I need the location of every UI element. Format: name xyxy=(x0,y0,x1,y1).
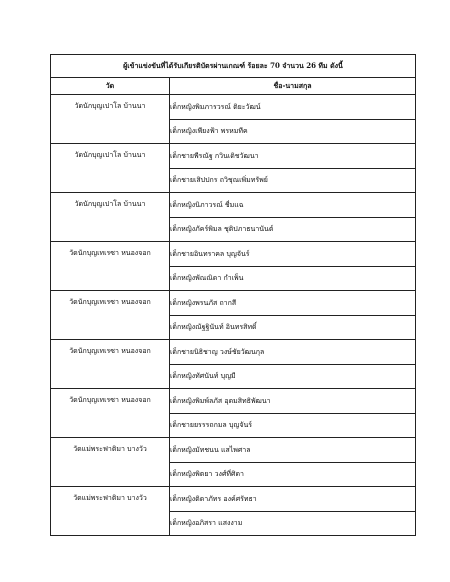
table-title: ผู้เข้าแข่งขันที่ได้รับเกียรติบัตรผ่านเกณฑ์ ร้อยละ 70 จำนวน 26 ทีม ดังนี้ xyxy=(51,55,416,78)
temple-cell: วัดนักบุญเทเรซา หนองจอก xyxy=(51,242,170,291)
name-cell: เด็กหญิงพิมพ์ลภัส อุดมสิทธิพัฒนา xyxy=(170,389,416,414)
header-temple: วัด xyxy=(51,78,170,95)
table-row xyxy=(51,242,416,267)
name-cell: เด็กหญิงพิมภารวรณ์ ติยะวัฒน์ xyxy=(170,95,416,120)
name-cell: เด็กหญิงมัทชนน แสไพศาล xyxy=(170,438,416,463)
participants-table xyxy=(50,54,416,536)
name-cell: เด็กหญิงพรนภัส ถากสี xyxy=(170,291,416,316)
temple-cell: วัดนักบุญเปาโล บ้านนา xyxy=(51,144,170,193)
table-row xyxy=(51,340,416,365)
table-row xyxy=(51,487,416,512)
name-cell: เด็กหญิงพิตยา วงศ์ที่ศิดา xyxy=(170,462,416,487)
name-cell: เด็กหญิงทัศนันท์ บุญมี xyxy=(170,364,416,389)
table-row xyxy=(51,144,416,169)
temple-cell: วัดนักบุญเปาโล บ้านนา xyxy=(51,193,170,242)
name-cell: เด็กหญิงนิภาวรณ์ ชื่มแฉ xyxy=(170,193,416,218)
name-cell: เด็กหญิงอภิสรา แสงงาม xyxy=(170,511,416,536)
temple-cell: วัดนักบุญเทเรซา หนองจอก xyxy=(51,291,170,340)
name-cell: เด็กหญิงติดาภัทร องค์ศรัทธา xyxy=(170,487,416,512)
table-row xyxy=(51,193,416,218)
table-title-row xyxy=(51,55,416,78)
name-cell: เด็กชายยรรรถกมล บุญจันร์ xyxy=(170,413,416,438)
temple-cell: วัดนักบุญเทเรซา หนองจอก xyxy=(51,389,170,438)
table-row xyxy=(51,389,416,414)
name-cell: เด็กหญิงเพียงฟ้า พรหมทีค xyxy=(170,119,416,144)
name-cell: เด็กชายพีรณัฐ กวินเดิชวัฒนา xyxy=(170,144,416,169)
name-cell: เด็กชายอินทราคล บุญจันร์ xyxy=(170,242,416,267)
temple-cell: วัดแม่พระฟาติมา บางวัว xyxy=(51,487,170,536)
temple-cell: วัดนักบุญเปาโล บ้านนา xyxy=(51,95,170,144)
temple-cell: วัดแม่พระฟาติมา บางวัว xyxy=(51,438,170,487)
table-row xyxy=(51,291,416,316)
header-name: ชื่อ-นามสกุล xyxy=(170,78,416,95)
name-cell: เด็กชายนิธิชาญ วงษ์ชัยวัฒนกุล xyxy=(170,340,416,365)
name-cell: เด็กหญิงณัฐฐินันท์ อินทรสิทดิ์ xyxy=(170,315,416,340)
table-header-row xyxy=(51,78,416,95)
table-row xyxy=(51,438,416,463)
table-row xyxy=(51,95,416,120)
name-cell: เด็กหญิงภัคร์พิมล ชุติปภาธนานันต์ xyxy=(170,217,416,242)
name-cell: เด็กหญิงพัณณิดา กำเพ็น xyxy=(170,266,416,291)
temple-cell: วัดนักบุญเทเรซา หนองจอก xyxy=(51,340,170,389)
name-cell: เด็กชายเสิปปกร ถวิชุณเพิ่มทรัพย์ xyxy=(170,168,416,193)
